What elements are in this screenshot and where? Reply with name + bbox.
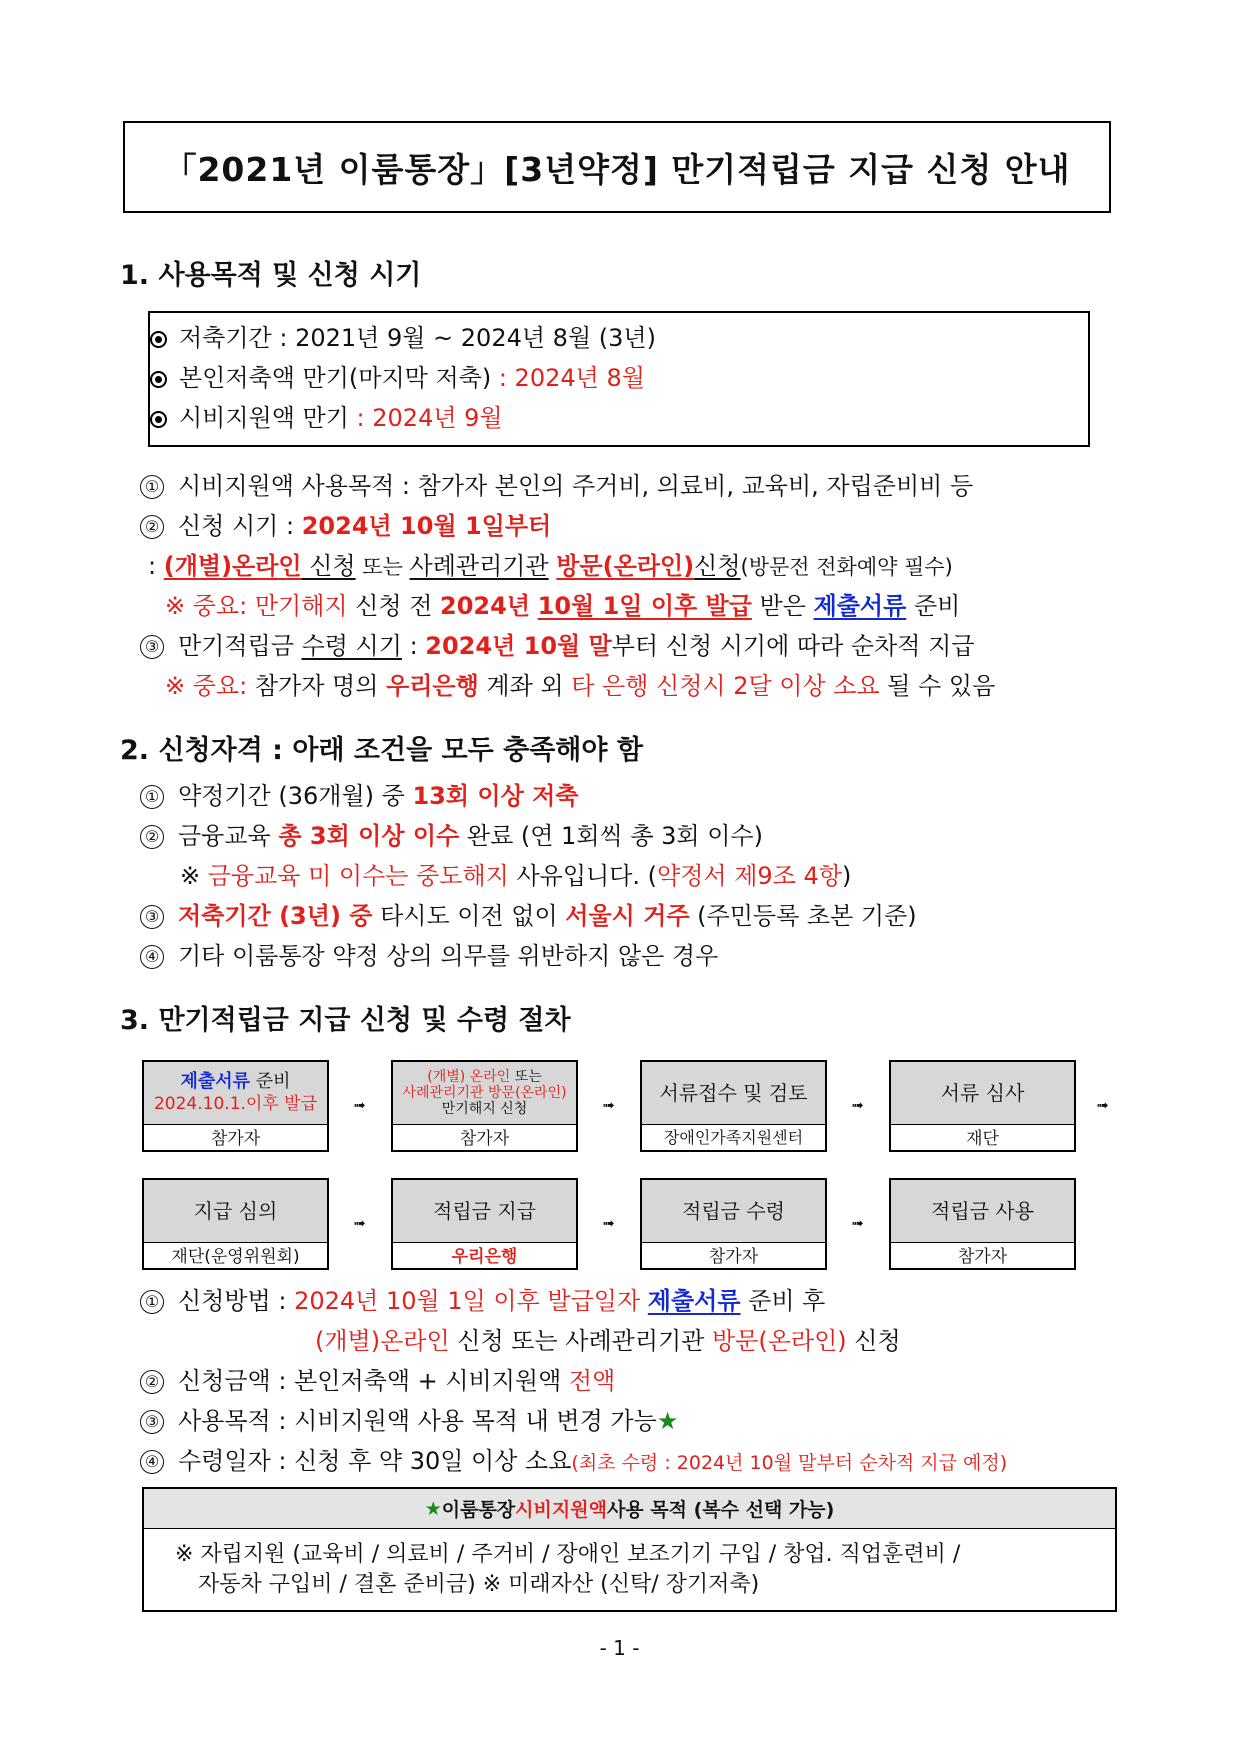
flow-step-review: 서류접수 및 검토 장애인가족지원센터 [640,1060,827,1152]
section1-heading: 1. 사용목적 및 신청 시기 [120,260,422,291]
number-badge: ④ [140,1450,164,1474]
flow-step-payment: 적립금 지급 우리은행 [391,1178,578,1270]
arrow-right-icon: ➟ [353,1096,366,1114]
radio-bullet-icon [150,331,167,348]
number-badge: ② [140,1370,164,1394]
s3-item-3: ③ 사용목적 : 시비지원액 사용 목적 내 변경 가능★ [140,1405,678,1437]
s1-item-3: ③ 만기적립금 수령 시기 : 2024년 10월 말부터 신청 시기에 따라 순차적 지급 [140,630,974,662]
s1-note-1: ※ 중요: 만기해지 신청 전 2024년 10월 1일 이후 발급 받은 제출서류 준비 [165,592,961,620]
purpose-line-1: ※ 자립지원 (교육비 / 의료비 / 주거비 / 장애인 보조기기 구입 / 창업. 직업훈련비 / [175,1542,961,1567]
s3-item-1: ① 신청방법 : 2024년 10월 1일 이후 발급일자 제출서류 준비 후 [140,1285,825,1317]
number-badge: ① [140,1290,164,1314]
s2-item-4: ④ 기타 이룸통장 약정 상의 의무를 위반하지 않은 경우 [140,940,718,972]
period-row-3: 시비지원액 만기 : 2024년 9월 [150,402,503,434]
purpose-line-2: 자동차 구입비 / 결혼 준비금) ※ 미래자산 (신탁/ 장기저축) [198,1572,760,1597]
purpose-table-header: ★ 이룸통장 시비지원액 사용 목적 (복수 선택 가능) [142,1487,1117,1529]
radio-bullet-icon [150,371,167,388]
page-title: 「2021년 이룸통장」[3년약정] 만기적립금 지급 신청 안내 [163,149,1071,189]
period-row-1: 저축기간 : 2021년 9월 ~ 2024년 8월 (3년) [150,322,656,354]
s2-item-3: ③ 저축기간 (3년) 중 타시도 이전 없이 서울시 거주 (주민등록 초본 기준) [140,900,917,932]
star-icon: ★ [424,1497,442,1520]
number-badge: ③ [140,905,164,929]
s2-note: ※ 금융교육 미 이수는 중도해지 사유입니다. (약정서 제9조 4항) [180,862,852,890]
s1-online-line: : (개별)온라인 신청 또는 사례관리기관 방문(온라인)신청(방문전 전화예약 필수) [148,552,953,580]
arrow-right-icon: ➟ [851,1214,864,1232]
page-number: - 1 - [599,1636,640,1660]
s3-item-4: ④ 수령일자 : 신청 후 약 30일 이상 소요(최초 수령 : 2024년 10월 말부터 순차적 지급 예정) [140,1445,1007,1479]
flow-step-screening: 서류 심사 재단 [889,1060,1076,1152]
section3-heading: 3. 만기적립금 지급 신청 및 수령 절차 [120,1005,571,1036]
number-badge: ③ [140,1410,164,1434]
arrow-right-icon: ➟ [602,1214,615,1232]
flow-step-prepare-docs: 제출서류 준비 2024.10.1.이후 발급 참가자 [142,1060,329,1152]
star-icon: ★ [656,1407,679,1435]
arrow-right-icon: ➟ [851,1096,864,1114]
s3-item-2: ② 신청금액 : 본인저축액 + 시비지원액 전액 [140,1365,615,1397]
number-badge: ① [140,475,164,499]
number-badge: ④ [140,945,164,969]
s1-item-2: ② 신청 시기 : 2024년 10월 1일부터 [140,510,551,542]
flow-step-apply: (개별) 온라인 또는 사례관리기관 방문(온라인) 만기해지 신청 참가자 [391,1060,578,1152]
number-badge: ③ [140,635,164,659]
period-row-2: 본인저축액 만기(마지막 저축) : 2024년 8월 [150,362,645,394]
arrow-right-icon: ➟ [1096,1096,1109,1114]
section2-heading: 2. 신청자격 : 아래 조건을 모두 충족해야 함 [120,735,643,766]
flow-step-use: 적립금 사용 참가자 [889,1178,1076,1270]
s2-item-2: ② 금융교육 총 3회 이상 이수 완료 (연 1회씩 총 3회 이수) [140,820,763,852]
s1-item-1: ① 시비지원액 사용목적 : 참가자 본인의 주거비, 의료비, 교육비, 자립준비비 등 [140,470,973,502]
arrow-right-icon: ➟ [602,1096,615,1114]
number-badge: ② [140,515,164,539]
s2-item-1: ① 약정기간 (36개월) 중 13회 이상 저축 [140,780,578,812]
s1-note-2: ※ 중요: 참가자 명의 우리은행 계좌 외 타 은행 신청시 2달 이상 소요 될 수 있음 [165,672,996,700]
arrow-right-icon: ➟ [353,1214,366,1232]
radio-bullet-icon [150,411,167,428]
number-badge: ② [140,825,164,849]
number-badge: ① [140,785,164,809]
s3-item-1-cont: (개별)온라인 신청 또는 사례관리기관 방문(온라인) 신청 [315,1327,901,1355]
flow-step-deliberation: 지급 심의 재단(운영위원회) [142,1178,329,1270]
flow-step-receive: 적립금 수령 참가자 [640,1178,827,1270]
